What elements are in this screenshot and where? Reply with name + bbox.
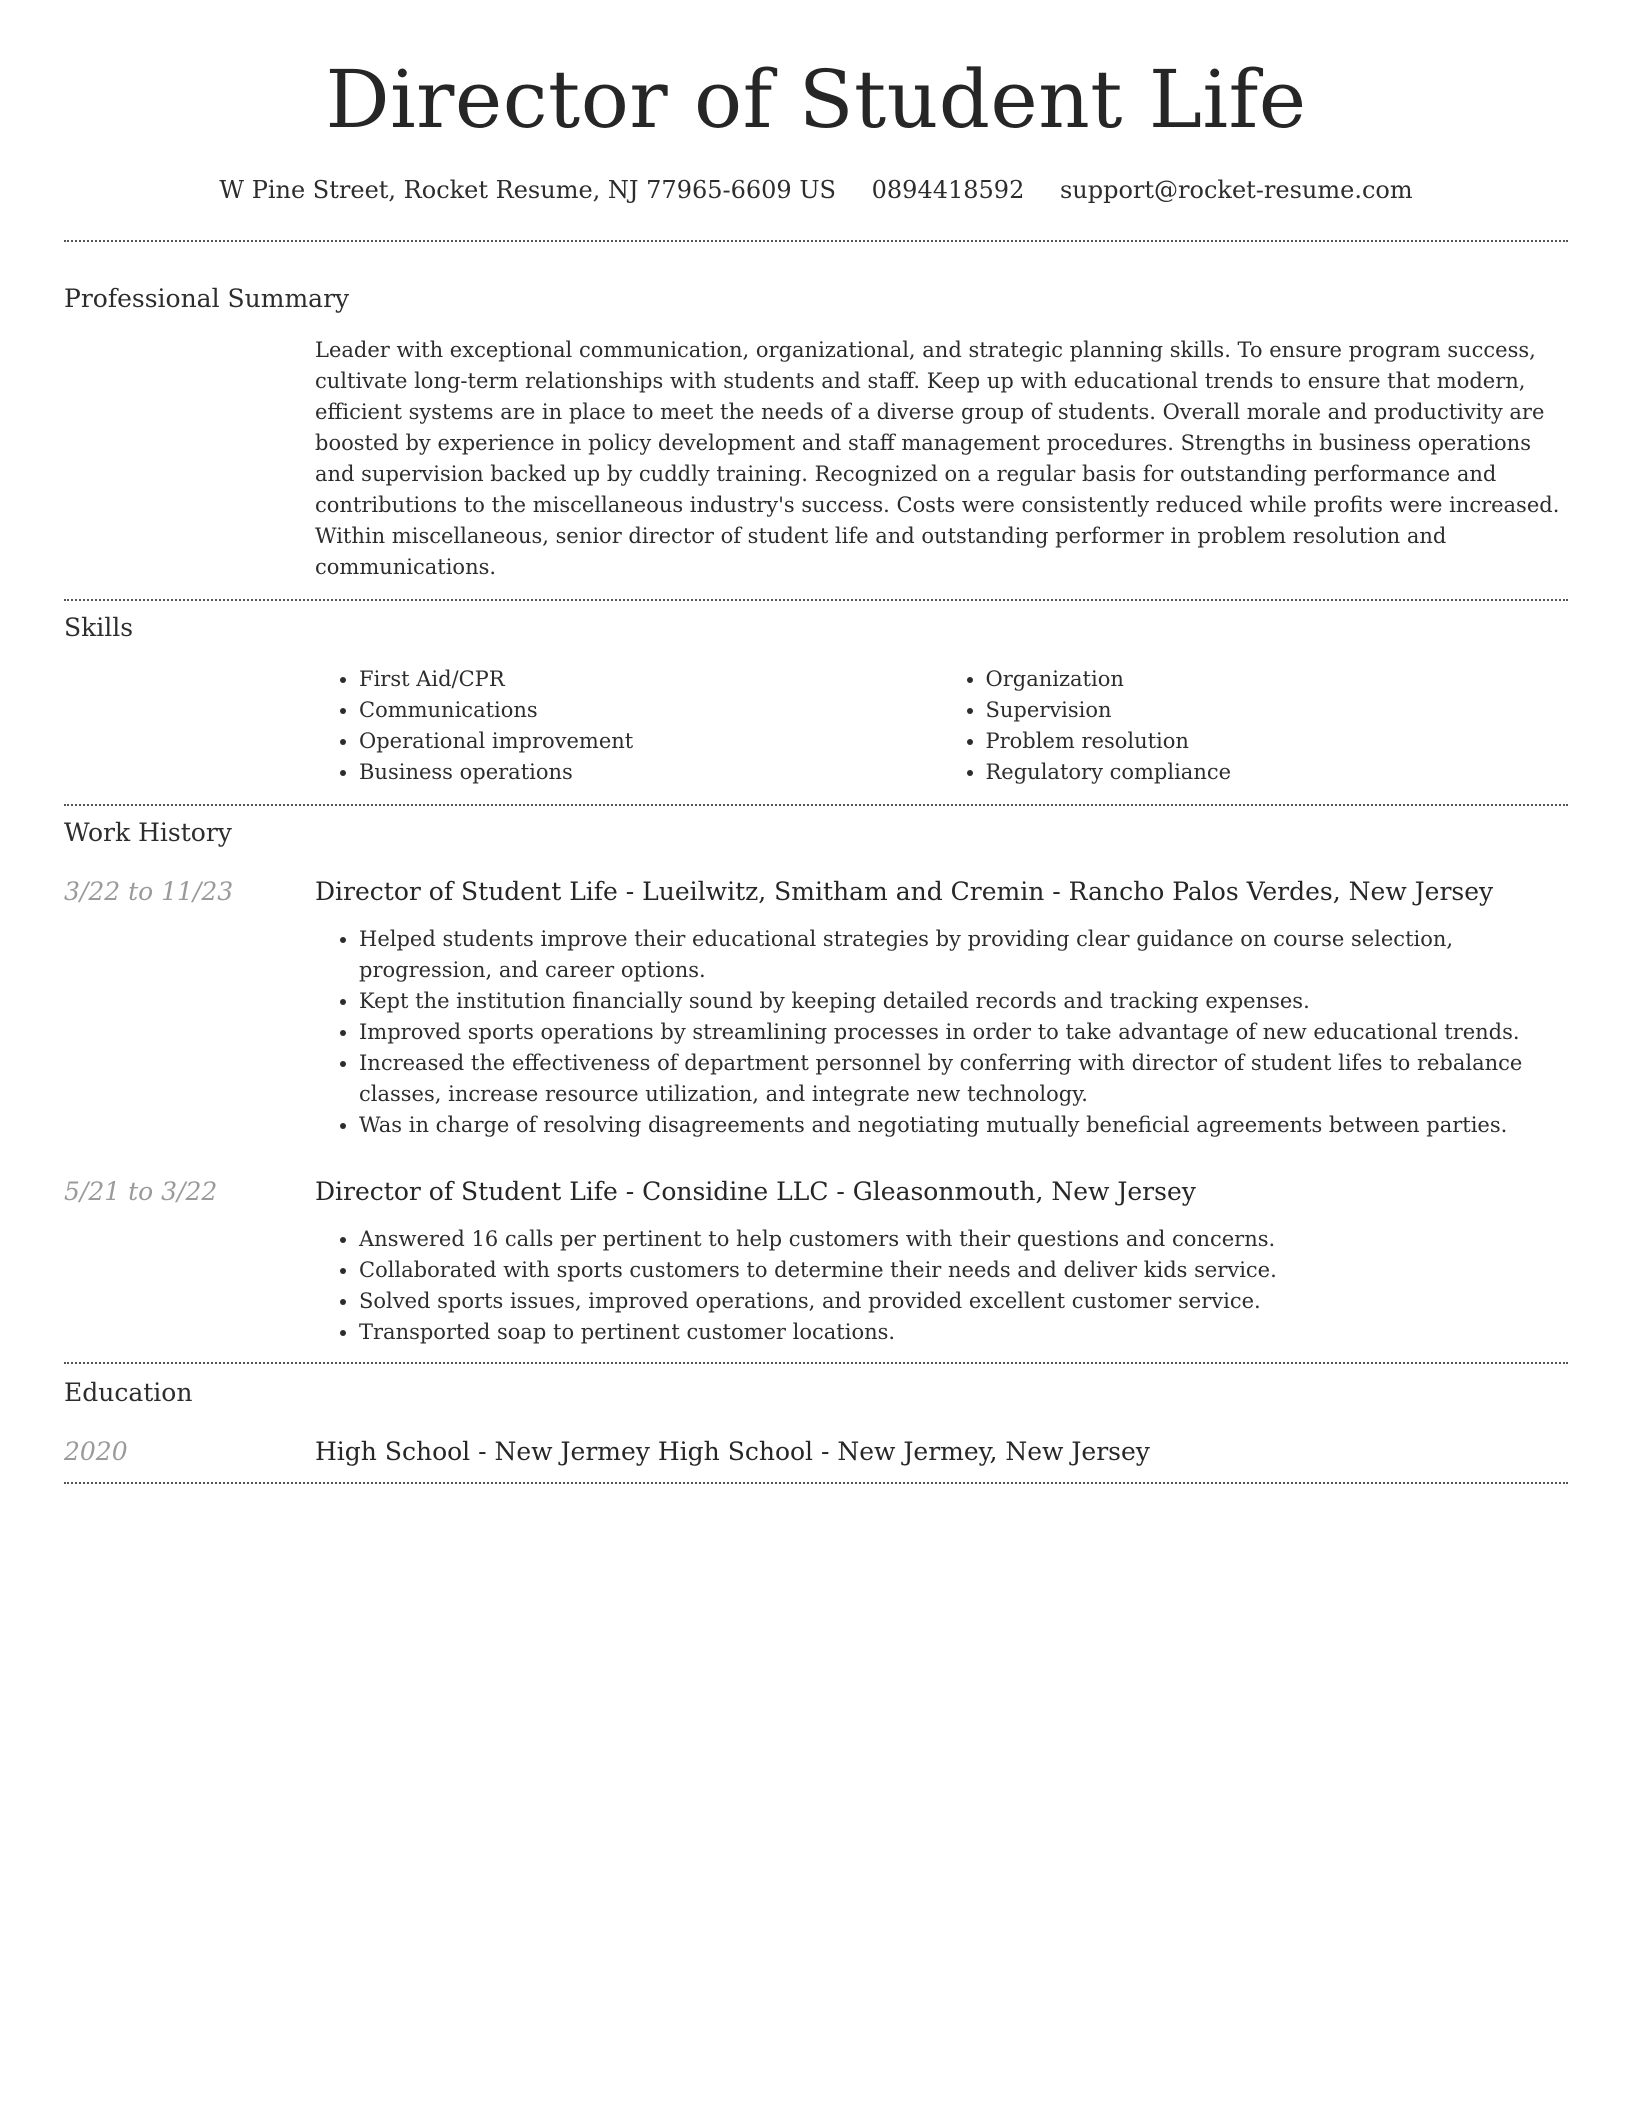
duty-item: • Transported soap to pertinent customer locations. [359, 1317, 1568, 1348]
job-dates: 5/21 to 3/22 [64, 1177, 218, 1206]
skill-item: • First Aid/CPR [359, 664, 942, 695]
job-duties-list [315, 924, 1568, 1141]
skills-list-right [942, 664, 1569, 788]
duty-item: • Collaborated with sports customers to determine their needs and deliver kids service. [359, 1255, 1568, 1286]
skill-item: • Problem resolution [986, 726, 1569, 757]
job-heading: Director of Student Life - Lueilwitz, Smitham and Cremin - Rancho Palos Verdes, New Jersey [315, 877, 1494, 906]
contact-phone: 0894418592 [871, 176, 1025, 204]
education-section [64, 1378, 1568, 1466]
education-entry [64, 1437, 1568, 1466]
skills-title: Skills [64, 613, 134, 642]
candidate-name: Director of Student Life [325, 53, 1307, 146]
duty-item: • Increased the effectiveness of department personnel by conferring with director of student lifes to rebalance classes, increase resource utilization, and integrate new technology. [359, 1048, 1568, 1110]
skill-item: • Supervision [986, 695, 1569, 726]
summary-title: Professional Summary [64, 284, 350, 313]
skill-item: • Regulatory compliance [986, 757, 1569, 788]
contact-line [64, 176, 1568, 204]
contact-email: support@rocket-resume.com [1059, 176, 1413, 204]
divider [64, 1362, 1568, 1364]
job-duties [315, 1224, 1568, 1348]
education-title: Education [64, 1378, 193, 1407]
job-duties [315, 924, 1568, 1141]
divider [64, 240, 1568, 242]
work-history-section [64, 818, 1568, 1348]
skill-item: • Business operations [359, 757, 942, 788]
education-date: 2020 [64, 1437, 128, 1466]
job-duties-list [315, 1224, 1568, 1348]
skills-grid [315, 664, 1568, 788]
job-dates: 3/22 to 11/23 [64, 877, 234, 906]
duty-item: • Kept the institution financially sound by keeping detailed records and tracking expenses. [359, 986, 1568, 1017]
divider [64, 804, 1568, 806]
skill-item: • Organization [986, 664, 1569, 695]
duty-item: • Solved sports issues, improved operations, and provided excellent customer service. [359, 1286, 1568, 1317]
skill-item: • Operational improvement [359, 726, 942, 757]
skills-list-left [315, 664, 942, 788]
duty-item: • Was in charge of resolving disagreements and negotiating mutually beneficial agreements between parties. [359, 1110, 1568, 1141]
summary-text: Leader with exceptional communication, organizational, and strategic planning skills. To ensure program success, cultivate long-term relationships with students and staff. Keep up with educational trends to ensure that modern, efficient systems are in place to meet the needs of a diverse group of students. Overall morale and productivity are boosted by experience in policy development and staff management procedures. Strengths in business operations and supervision backed up by cuddly training. Recognized on a regular basis for outstanding performance and contributions to the miscellaneous industry's success. Costs were consistently reduced while profits were increased. Within miscellaneous, senior director of student life and outstanding performer in problem resolution and communications. [315, 338, 1560, 579]
job-entry [64, 877, 1568, 906]
duty-item: • Answered 16 calls per pertinent to help customers with their questions and concerns. [359, 1224, 1568, 1255]
education-heading: High School - New Jermey High School - New Jermey, New Jersey [315, 1437, 1150, 1466]
contact-address: W Pine Street, Rocket Resume, NJ 77965-6609 US [219, 176, 836, 204]
work-history-title: Work History [64, 818, 232, 847]
duty-item: • Improved sports operations by streamlining processes in order to take advantage of new educational trends. [359, 1017, 1568, 1048]
resume-page [64, 0, 1568, 1484]
divider [64, 1482, 1568, 1484]
skill-item: • Communications [359, 695, 942, 726]
job-heading: Director of Student Life - Considine LLC - Gleasonmouth, New Jersey [315, 1177, 1196, 1206]
skills-section [64, 613, 1568, 788]
divider [64, 599, 1568, 601]
duty-item: • Helped students improve their educational strategies by providing clear guidance on course selection, progression, and career options. [359, 924, 1568, 986]
job-entry [64, 1177, 1568, 1206]
summary-section [64, 284, 1568, 583]
